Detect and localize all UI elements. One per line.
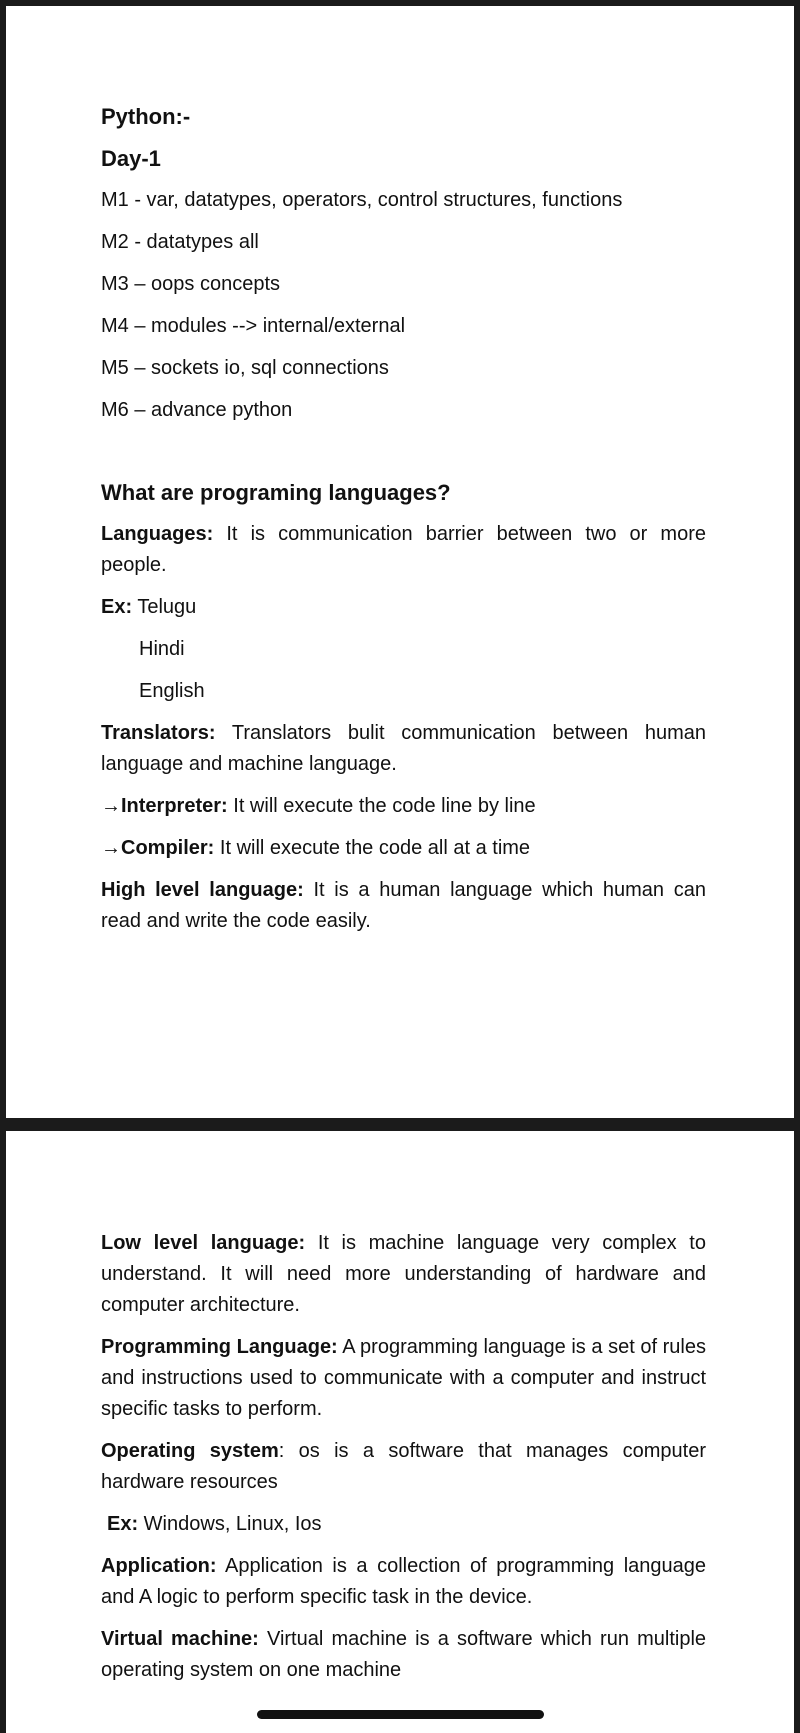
translators-text: Translators bulit communication between human language and machine language. [101, 722, 706, 775]
application-text: Application is a collection of programming language and A logic to perform specific task in the device. [101, 1555, 706, 1608]
doc-title: Python:- [101, 104, 191, 129]
programming-language-paragraph [101, 1332, 706, 1425]
languages-paragraph [101, 519, 706, 581]
operating-system-text: : os is a software that manages computer hardware resources [101, 1440, 706, 1493]
arrow-icon: → [101, 837, 121, 859]
operating-system-label: Operating system [101, 1440, 279, 1462]
translators-paragraph [101, 718, 706, 780]
virtual-machine-label: Virtual machine: [101, 1628, 259, 1650]
translators-label: Translators: [101, 722, 216, 744]
compiler-label: Compiler: [121, 837, 215, 859]
interpreter-label: Interpreter: [121, 795, 228, 817]
os-example-label: Ex: [107, 1513, 139, 1535]
languages-text: It is communication barrier between two or more people. [101, 523, 706, 576]
languages-label: Languages: [101, 523, 214, 545]
module-line-4: M4 – modules --> internal/external [101, 315, 406, 337]
arrow-icon: → [101, 795, 121, 817]
page-2-content [101, 1228, 706, 1697]
page-1-content [101, 101, 706, 948]
low-level-text: It is machine language very complex to understand. It will need more understanding of hardware and computer architecture. [101, 1232, 706, 1316]
section-heading: What are programing languages? [101, 480, 451, 505]
interpreter-line [101, 791, 706, 822]
os-example-text: Windows, Linux, Ios [138, 1513, 322, 1535]
high-level-text: It is a human language which human can read and write the code easily. [101, 879, 706, 932]
interpreter-text: It will execute the code line by line [227, 795, 536, 817]
example-item-2: Hindi [139, 638, 185, 660]
day-heading: Day-1 [101, 146, 161, 171]
example-line [101, 592, 706, 623]
os-example-line [101, 1509, 706, 1540]
document-page-1 [6, 6, 794, 1118]
high-level-label: High level language: [101, 879, 304, 901]
operating-system-paragraph [101, 1436, 706, 1498]
low-level-label: Low level language: [101, 1232, 306, 1254]
high-level-paragraph [101, 875, 706, 937]
application-paragraph [101, 1551, 706, 1613]
module-line-3: M3 – oops concepts [101, 273, 280, 295]
module-line-1: M1 - var, datatypes, operators, control structures, functions [101, 189, 623, 211]
module-line-2: M2 - datatypes all [101, 231, 259, 253]
virtual-machine-text: Virtual machine is a software which run multiple operating system on one machine [101, 1628, 707, 1681]
document-page-2 [6, 1131, 794, 1733]
compiler-text: It will execute the code all at a time [214, 837, 531, 859]
example-label: Ex: [101, 596, 133, 618]
module-line-5: M5 – sockets io, sql connections [101, 357, 389, 379]
virtual-machine-paragraph [101, 1624, 706, 1686]
programming-language-label: Programming Language: [101, 1336, 338, 1358]
example-item-3: English [139, 680, 205, 702]
example-item-1: Telugu [137, 596, 197, 618]
compiler-line [101, 833, 706, 864]
home-indicator-bar[interactable] [257, 1710, 544, 1719]
module-line-6: M6 – advance python [101, 399, 293, 421]
application-label: Application: [101, 1555, 217, 1577]
low-level-paragraph [101, 1228, 706, 1321]
programming-language-text: A programming language is a set of rules and instructions used to communicate with a computer and instruct specific tasks to perform. [101, 1336, 706, 1420]
